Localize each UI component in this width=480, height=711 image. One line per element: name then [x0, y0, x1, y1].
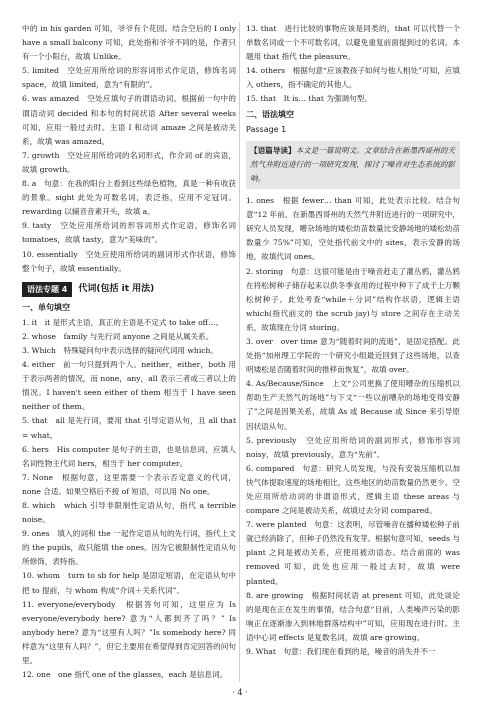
subsection-heading-single: 一、单句填空 — [22, 302, 70, 312]
answer-paragraph: 9. tasty 空处应用所给词的形容词形式作定语，修饰名词 tomatoes，故填 tasty，意为“美味的”。 — [22, 221, 236, 245]
answer-item: 7. None 根据句意，这里需要一个表示否定意义的代词，none 合适。如果空格后不接 of 短语，可以用 No one。 — [22, 472, 236, 496]
answer-item: 2. whose family 与先行词 anyone 之间是从属关系。 — [22, 331, 214, 341]
answer-item: 3. Which 特殊疑问句中表示选择的疑问代词用 which。 — [22, 345, 218, 355]
answer-item: 6. hers His computer 是句子的主语，也是信息词，应填人名词性物主代词 hers，相当于 her computer。 — [22, 444, 236, 468]
answer-paragraph: 中的 in his garden 可知，爷爷有个花园。结合空后的 I only have a small balcony 可知，此处指和爷爷不同的是，作者只有一个小阳台，故填 Unlike。 — [22, 24, 236, 62]
guide-text: 本文是一篇说明文。文章结合在新墨西哥州的天然气井附近进行的一项研究发现，探讨了噪音对生态系统的影响。 — [250, 145, 456, 183]
answer-item: 5. previously 空处应用所给词的副词形式，修饰形容词 noisy，故填 previously，意为“先前”。 — [246, 435, 460, 459]
section-title: 代词(包括 it 用法) — [78, 284, 155, 295]
answer-item: 9. ones 填入的词和 the 一起作定语从句的先行词，指代上文的 the pupils，故只能填 the ones。因为它被限制性定语从句所修饰，表特指。 — [22, 529, 236, 567]
reading-guide-box — [246, 141, 460, 189]
answer-item: 15. that It is… that 为强调句型。 — [246, 94, 372, 104]
answer-paragraph: 7. growth 空处应用所给词的名词形式，作介词 of 的宾语，故填 growth。 — [22, 150, 236, 174]
answer-item: 11. everyone/everybody 根据答句可知，这里应为 Is everyone/everybody here? 意为“人都到齐了吗？” Is anybody here? 意为“这里有人吗？”Is somebody here? 同样意为“这里有人吗？”，但它主要用在希望得到肯定回答的问句里。 — [22, 599, 236, 666]
answer-item: 6. compared 句意：研究人员发现，与没有安装压缩机以加快气体提取速度的场地相比，这些地区的幼苗数量仍然更少。空处应用所给动词的非谓语形式，逻辑主语 these areas 与 compare 之间是被动关系，故填过去分词 compared。 — [246, 463, 460, 516]
section-banner — [22, 282, 236, 297]
answer-item: 4. As/Because/Since 上文“公司更换了使用嘈杂的压缩机以帮助生产天然气的场地”与下文“一些以前嘈杂的场地变得安静了”之间是因果关系，故填 As 或 Because 或 Since 来引导原因状语从句。 — [246, 379, 460, 431]
section-tag: 语法专题 4 — [22, 282, 72, 297]
answer-item: 2. storing 句意：这很可能是由于噪音赶走了灌丛鸦，灌丛鸦在将松树种子储存起来以供冬季食用的过程中种下了成千上万颗松树种子。此处考查“while＋分词”结构作状语，逻辑主语 which(指代前文的 the scrub jay)与 store 之间存在主动关系，故填现在分词 storing。 — [246, 266, 460, 332]
passage-label: Passage 1 — [246, 124, 287, 134]
answer-item: 10. whom turn to sb for help 是固定短语，在定语从句中把 to 提前，与 whom 构成“介词＋关系代词”。 — [22, 571, 236, 595]
answer-paragraph: 6. was amazed 空处应填句子的谓语动词。根据前一句中的谓语动词 decided 和本句的时间状语 After several weeks 可知，应用一般过去时。主语 I 和动词 amaze 之间是被动关系，故填 was amazed。 — [22, 94, 236, 146]
answer-paragraph: 8. a 句意：在我的阳台上看到这些绿色植物，真是一种有收获的景象。sight 此处为可数名词，表泛指，应用不定冠词。rewarding 以辅音音素开头，故填 a。 — [22, 179, 236, 217]
answer-paragraph: 10. essentially 空处应使用所给词的副词形式作状语，修饰整个句子，故填 essentially。 — [22, 249, 236, 273]
answer-item: 5. that all 是先行词，要用 that 引导定语从句，且 all that = what。 — [22, 416, 236, 440]
answer-paragraph: 5. limited 空处应用所给词的形容词形式作定语，修饰名词 space，故填 limited，意为“有限的”。 — [22, 66, 236, 90]
answer-item: 8. which which 引导非限制性定语从句，指代 a terrible noise。 — [22, 501, 236, 525]
answer-item: 8. are growing 根据时间状语 at present 可知，此处谈论的是现在正在发生的事情，结合句意“目前，人类噪声污染的影响正在逐渐渗入到林地群落结构中”可知，应用现在进行时。主语中心词 effects 是复数名词，故填 are growing。 — [246, 590, 460, 642]
answer-item: 12. one one 指代 one of the glasses，each 是信息词。 — [22, 670, 228, 680]
answer-item: 14. others 根据句意“应该教孩子如何与他人相处”可知，应填入 others，指不确定的其他人。 — [246, 66, 460, 90]
answer-item: 3. over over time 意为“随着时间的流逝”，是固定搭配。此处指“加州理工学院的一个研究小组最近回到了这些场地，以查明矮松是否随着时间的推移而恢复”，故填 over。 — [246, 336, 460, 375]
answer-item: 4. either 前一句只提到两个人。neither，either，both 用于表示两者的情况，而 none，any，all 表示三者或三者以上的情况。I haven't seen either of them 相当于 I have seen neither of them。 — [22, 360, 236, 412]
subsection-heading-grammar: 二、语法填空 — [246, 109, 294, 119]
answer-item: 9. What 句意：我们现在看到的是，噪音的消失并不一 — [246, 647, 436, 657]
page-number: · 4 · — [232, 688, 248, 697]
answer-item: 1. it it 是形式主语，真正的主语是不定式 to take off…。 — [22, 317, 224, 327]
answer-item: 7. were planted 句意：这表明，尽管噪音在播种矮松种子前就已经消除了，但种子仍然没有发芽。根据句意可知，seeds 与 plant 之间是被动关系，应使用被动语态。结合前面的 was removed 可知，此处也应用一般过去时，故填 were planted。 — [246, 520, 460, 586]
right-column — [246, 22, 460, 659]
answer-item: 13. that 进行比较的事物应该是同类的，that 可以代替一个单数名词或一个不可数名词，以避免重复前面提到过的名词。本题用 that 指代 the pleasure。 — [246, 24, 460, 62]
guide-label: 【语篇导读】 — [250, 145, 296, 155]
answer-item: 1. ones 根据 fewer… than 可知，此处表示比较。结合句意“12 年前，在新墨西哥州的天然气井附近进行的一项研究中，研究人员发现，嘈杂场地的矮松幼苗数量比安静场地的矮松幼苗数量少 75%”可知，空处指代前文中的 sites，表示安静的场地，故填代词 ones。 — [246, 196, 460, 262]
column-divider — [239, 22, 240, 682]
left-column — [22, 22, 236, 682]
